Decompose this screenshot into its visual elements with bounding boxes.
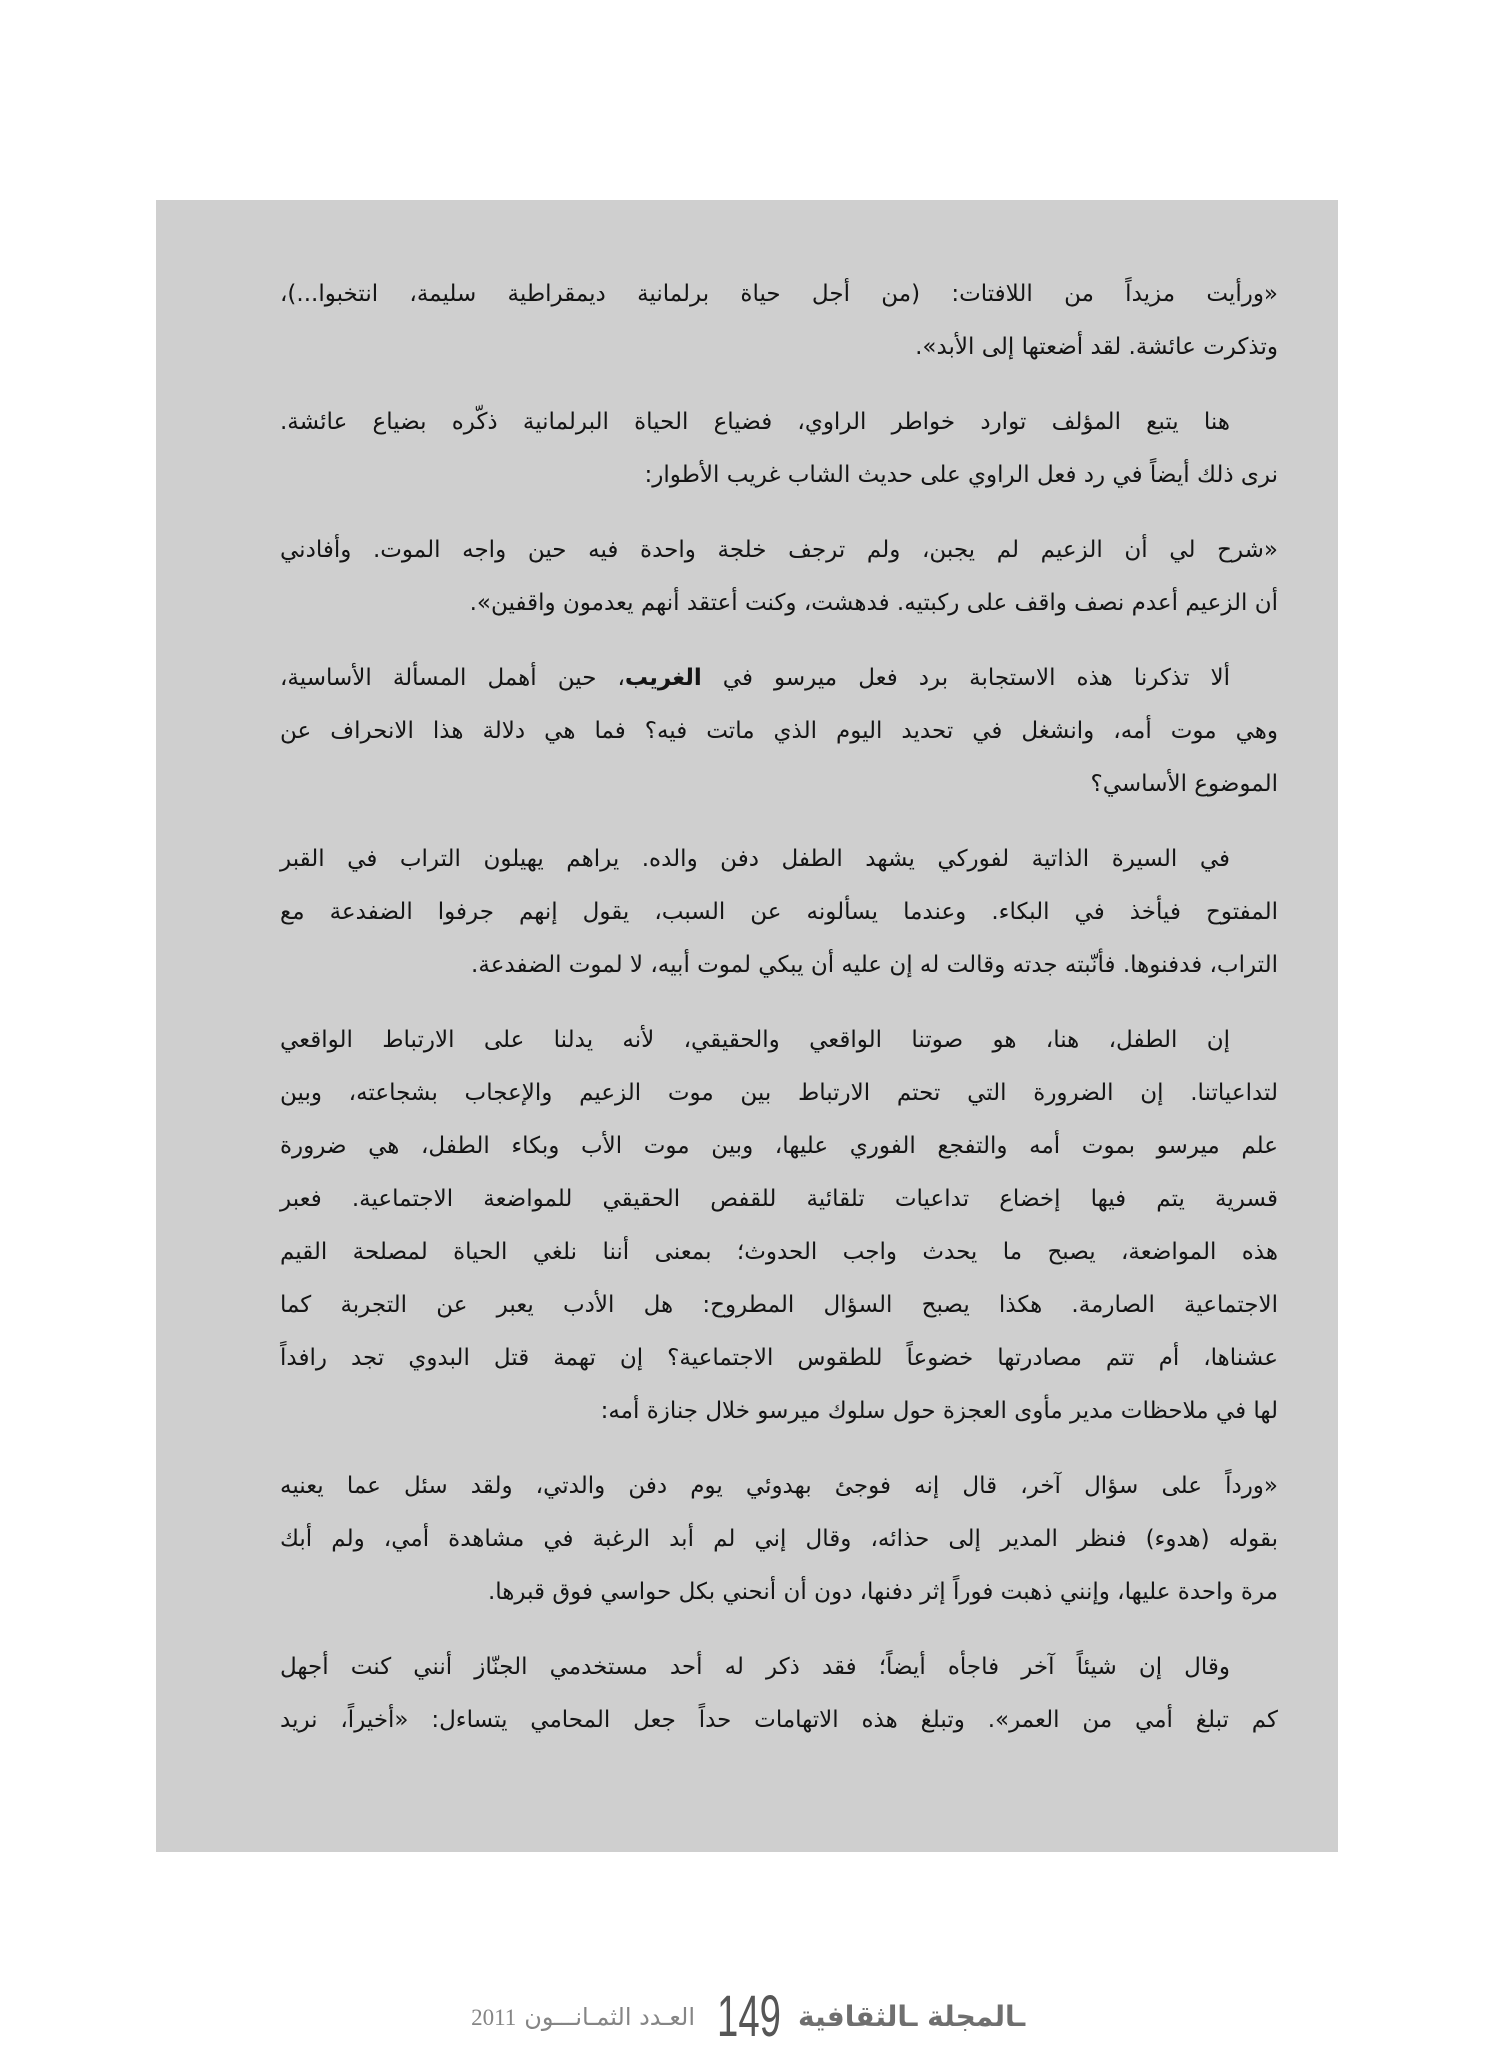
text-line: كم تبلغ أمي من العمر». وتبلغ هذه الاتهامات حداً جعل المحامي يتساءل: «أخيراً، نريد (280, 1707, 1278, 1733)
book-title-emphasis: الغريب (624, 665, 702, 691)
text-line: لتداعياتنا. إن الضرورة التي تحتم الارتباط بين موت الزعيم والإعجاب بشجاعته، وبين (280, 1080, 1278, 1106)
paragraph (280, 833, 1278, 992)
article-body (280, 268, 1278, 1747)
text-line: أن الزعيم أعدم نصف واقف على ركبتيه. فدهشت، وكنت أعتقد أنهم يعدمون واقفين». (469, 590, 1278, 616)
quotation-paragraph (280, 524, 1278, 630)
magazine-masthead: ـالمجلة ـالثقافية (798, 2000, 1026, 2033)
issue-label: العـدد الثمـانـــون (524, 2003, 695, 2031)
text-line: نرى ذلك أيضاً في رد فعل الراوي على حديث الشاب غريب الأطوار: (644, 462, 1278, 488)
text-segment: ألا تذكرنا هذه الاستجابة برد فعل ميرسو في (701, 665, 1230, 691)
page-number: 149 (717, 1984, 781, 2049)
issue-year: 2011 (471, 2005, 517, 2030)
text-line: قسرية يتم فيها إخضاع تداعيات تلقائية للقفص الحقيقي للمواضعة الاجتماعية. فعبر (280, 1186, 1278, 1212)
text-line: المفتوح فيأخذ في البكاء. وعندما يسألونه عن السبب، يقول إنهم جرفوا الضفدعة مع (280, 899, 1278, 925)
issue-info (471, 1992, 695, 2042)
text-panel (156, 200, 1338, 1852)
text-line: وقال إن شيئاً آخر فاجأه أيضاً؛ فقد ذكر له أحد مستخدمي الجنّاز أنني كنت أجهل (280, 1654, 1230, 1680)
text-line: الموضوع الأساسي؟ (1090, 771, 1278, 797)
text-line: بقوله (هدوء) فنظر المدير إلى حذائه، وقال إني لم أبد الرغبة في مشاهدة أمي، ولم أبك (280, 1526, 1278, 1552)
text-segment: ، حين أهمل المسألة الأساسية، (280, 665, 625, 691)
text-line: عشناها، أم تتم مصادرتها خضوعاً للطقوس الاجتماعية؟ إن تهمة قتل البدوي تجد رافداً (280, 1345, 1278, 1371)
text-line: التراب، فدفنوها. فأنّبته جدته وقالت له إن عليه أن يبكي لموت أبيه، لا لموت الضفدعة. (471, 952, 1278, 978)
text-line: هنا يتبع المؤلف توارد خواطر الراوي، فضياع الحياة البرلمانية ذكّره بضياع عائشة. (280, 409, 1230, 435)
text-line: في السيرة الذاتية لفوركي يشهد الطفل دفن والده. يراهم يهيلون التراب في القبر (280, 846, 1230, 872)
text-line: الاجتماعية الصارمة. هكذا يصبح السؤال المطروح: هل الأدب يعبر عن التجربة كما (280, 1292, 1278, 1318)
text-line: «ورأيت مزيداً من اللافتات: (من أجل حياة برلمانية ديمقراطية سليمة، انتخبوا...)، (280, 281, 1278, 307)
text-line: إن الطفل، هنا، هو صوتنا الواقعي والحقيقي، لأنه يدلنا على الارتباط الواقعي (280, 1027, 1230, 1053)
text-line: وتذكرت عائشة. لقد أضعتها إلى الأبد». (915, 334, 1278, 360)
paragraph (280, 1014, 1278, 1438)
text-line: لها في ملاحظات مدير مأوى العجزة حول سلوك ميرسو خلال جنازة أمه: (600, 1398, 1278, 1424)
quotation-paragraph (280, 268, 1278, 374)
text-line: علم ميرسو بموت أمه والتفجع الفوري عليها، وبين موت الأب وبكاء الطفل، هي ضرورة (280, 1133, 1278, 1159)
text-line (280, 652, 1278, 705)
quotation-paragraph (280, 1460, 1278, 1619)
paragraph (280, 652, 1278, 811)
text-line: «ورداً على سؤال آخر، قال إنه فوجئ بهدوئي يوم دفن والدتي، ولقد سئل عما يعنيه (280, 1473, 1278, 1499)
paragraph (280, 1641, 1278, 1747)
text-line: هذه المواضعة، يصبح ما يحدث واجب الحدوث؛ بمعنى أننا نلغي الحياة لمصلحة القيم (280, 1239, 1278, 1265)
text-line: «شرح لي أن الزعيم لم يجبن، ولم ترجف خلجة واحدة فيه حين واجه الموت. وأفادني (280, 537, 1278, 563)
text-line: مرة واحدة عليها، وإنني ذهبت فوراً إثر دفنها، دون أن أنحني بكل حواسي فوق قبرها. (487, 1579, 1278, 1605)
paragraph (280, 396, 1278, 502)
text-line: وهي موت أمه، وانشغل في تحديد اليوم الذي ماتت فيه؟ فما هي دلالة هذا الانحراف عن (280, 718, 1278, 744)
